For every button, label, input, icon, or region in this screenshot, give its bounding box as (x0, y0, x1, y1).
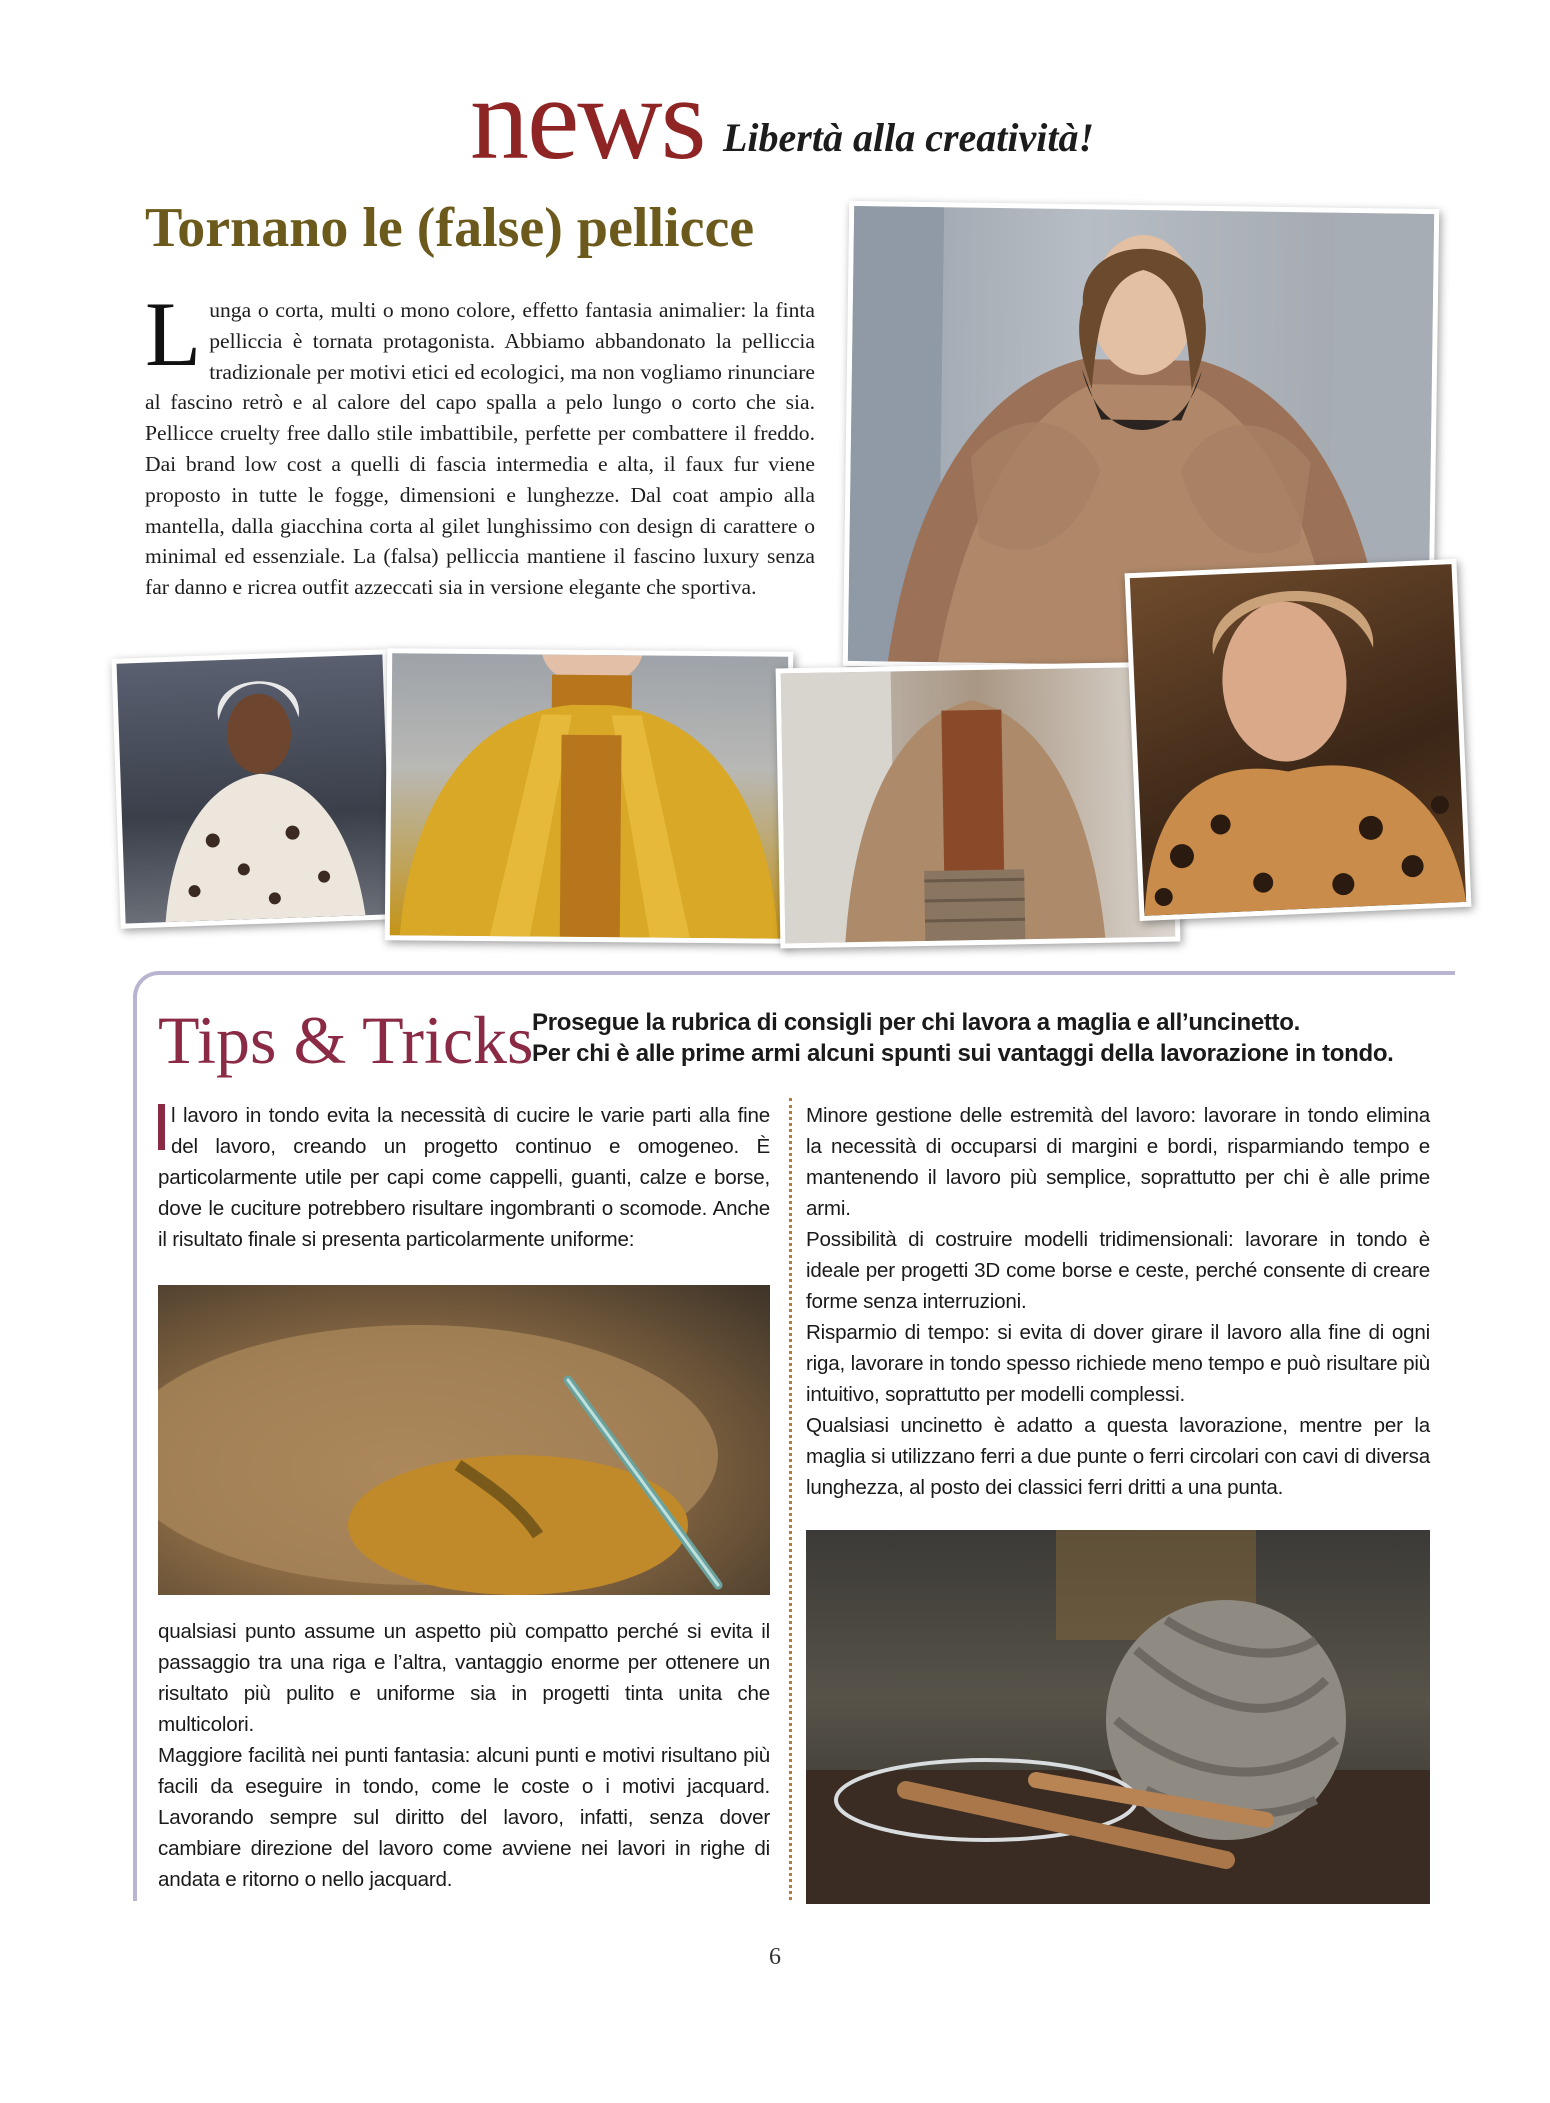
leopard-fur-illustration (1130, 564, 1466, 916)
photo-woman-spotted-coat (111, 649, 396, 928)
photo-woman-leopard-fur (1125, 559, 1472, 921)
tips-intro-line-1: Prosegue la rubrica di consigli per chi lavora a maglia e all’uncinetto. (532, 1009, 1300, 1036)
tips-intro-line-2: Per chi è alle prime armi alcuni spunti sui vantaggi della lavorazione in tondo. (532, 1040, 1394, 1067)
yellow-coat-illustration (390, 653, 788, 938)
tips-title: Tips & Tricks (158, 1002, 534, 1078)
photo-yarn-ball (806, 1530, 1430, 1904)
tips-column-1-top-text: l lavoro in tondo evita la necessità di cucire le varie parti alla fine del lavoro, creando un progetto continuo e omogeneo. È particolarmente utile per capi come cappelli, guanti, calze e borse, dove le cuciture potrebbero risultare ingombranti o scomode. Anche il risultato finale si presenta particolarmente uniforme: (158, 1104, 770, 1251)
tips-paragraph-tools: Qualsiasi uncinetto è adatto a questa lavorazione, mentre per la maglia si utilizzano ferri a due punte o ferri circolari con cavi di diversa lunghezza, al posto dei classici ferri dritti a una punta. (806, 1414, 1430, 1499)
section-tagline: Libertà alla creatività! (723, 115, 1095, 160)
article-text: unga o corta, multi o mono colore, effetto fantasia animalier: la finta pelliccia è tornata protagonista. Abbiamo abbandonato la pelliccia tradizionale per motivi etici ed ecologici, ma non vogliamo rinunciare al fascino retrò e al calore del capo spalla a pelo lungo o corto che sia. Pellicce cruelty free dallo stile imbattibile, perfette per combattere il freddo. Dai brand low cost a quelli di fascia intermedia e alta, il faux fur viene proposto in tutte le fogge, dimensioni e lunghezze. Dal coat ampio alla mantella, dalla giacchina corta al gilet lunghissimo con design di carattere o minimal ed essenziale. La (falsa) pelliccia mantiene il fascino luxury senza far danno e ricrea outfit azzeccati sia in versione elegante che sportiva. (145, 298, 815, 600)
tips-paragraph-fantasy: Maggiore facilità nei punti fantasia: alcuni punti e motivi risultano più facili da eseguire in tondo, come le coste o i motivi jacquard. Lavorando sempre sul diritto del lavoro, infatti, senza dover cambiare direzione del lavoro come avviene nei lavori in righe di andata e ritorno o nello jacquard. (158, 1744, 770, 1891)
page-number: 6 (769, 1944, 781, 1970)
photo-knitting-needle (158, 1285, 770, 1595)
initial-red-bar (158, 1104, 165, 1150)
photo-brown-fur-jacket (776, 662, 1181, 949)
drop-cap: L (145, 283, 202, 385)
tips-paragraph-edges: Minore gestione delle estremità del lavoro: lavorare in tondo elimina la necessità di occuparsi di margini e bordi, risparmiando tempo e mantenendo il lavoro più semplice, soprattutto per chi è alle prime armi. (806, 1104, 1430, 1220)
article-title: Tornano le (false) pellicce (145, 197, 755, 259)
tips-column-1-top (158, 1100, 770, 1255)
photo-yellow-fur-coat (385, 648, 794, 944)
tips-column-2 (806, 1100, 1430, 1503)
tips-column-1-bottom (158, 1616, 770, 1895)
spotted-coat-illustration (117, 654, 392, 923)
tips-paragraph-3d: Possibilità di costruire modelli tridimensionali: lavorare in tondo è ideale per progetti 3D come borse e ceste, perché consente di creare forme senza interruzioni. (806, 1228, 1430, 1313)
tips-paragraph-time: Risparmio di tempo: si evita di dover girare il lavoro alla fine di ogni riga, lavorare in tondo spesso richiede meno tempo e può risultare più intuitivo, soprattutto per modelli complessi. (806, 1321, 1430, 1406)
yarn-illustration (806, 1530, 1430, 1904)
knitting-illustration (158, 1285, 770, 1595)
brown-jacket-illustration (781, 667, 1176, 944)
tips-intro (532, 1007, 1452, 1069)
column-divider (789, 1098, 792, 1900)
article-body (145, 283, 815, 603)
section-header: news (470, 53, 705, 184)
tips-paragraph-compact: qualsiasi punto assume un aspetto più compatto perché si evita il passaggio tra una riga e l’altra, vantaggio enorme per ottenere un risultato più pulito e uniforme sia in progetti tinta unita che multicolori. (158, 1620, 770, 1736)
